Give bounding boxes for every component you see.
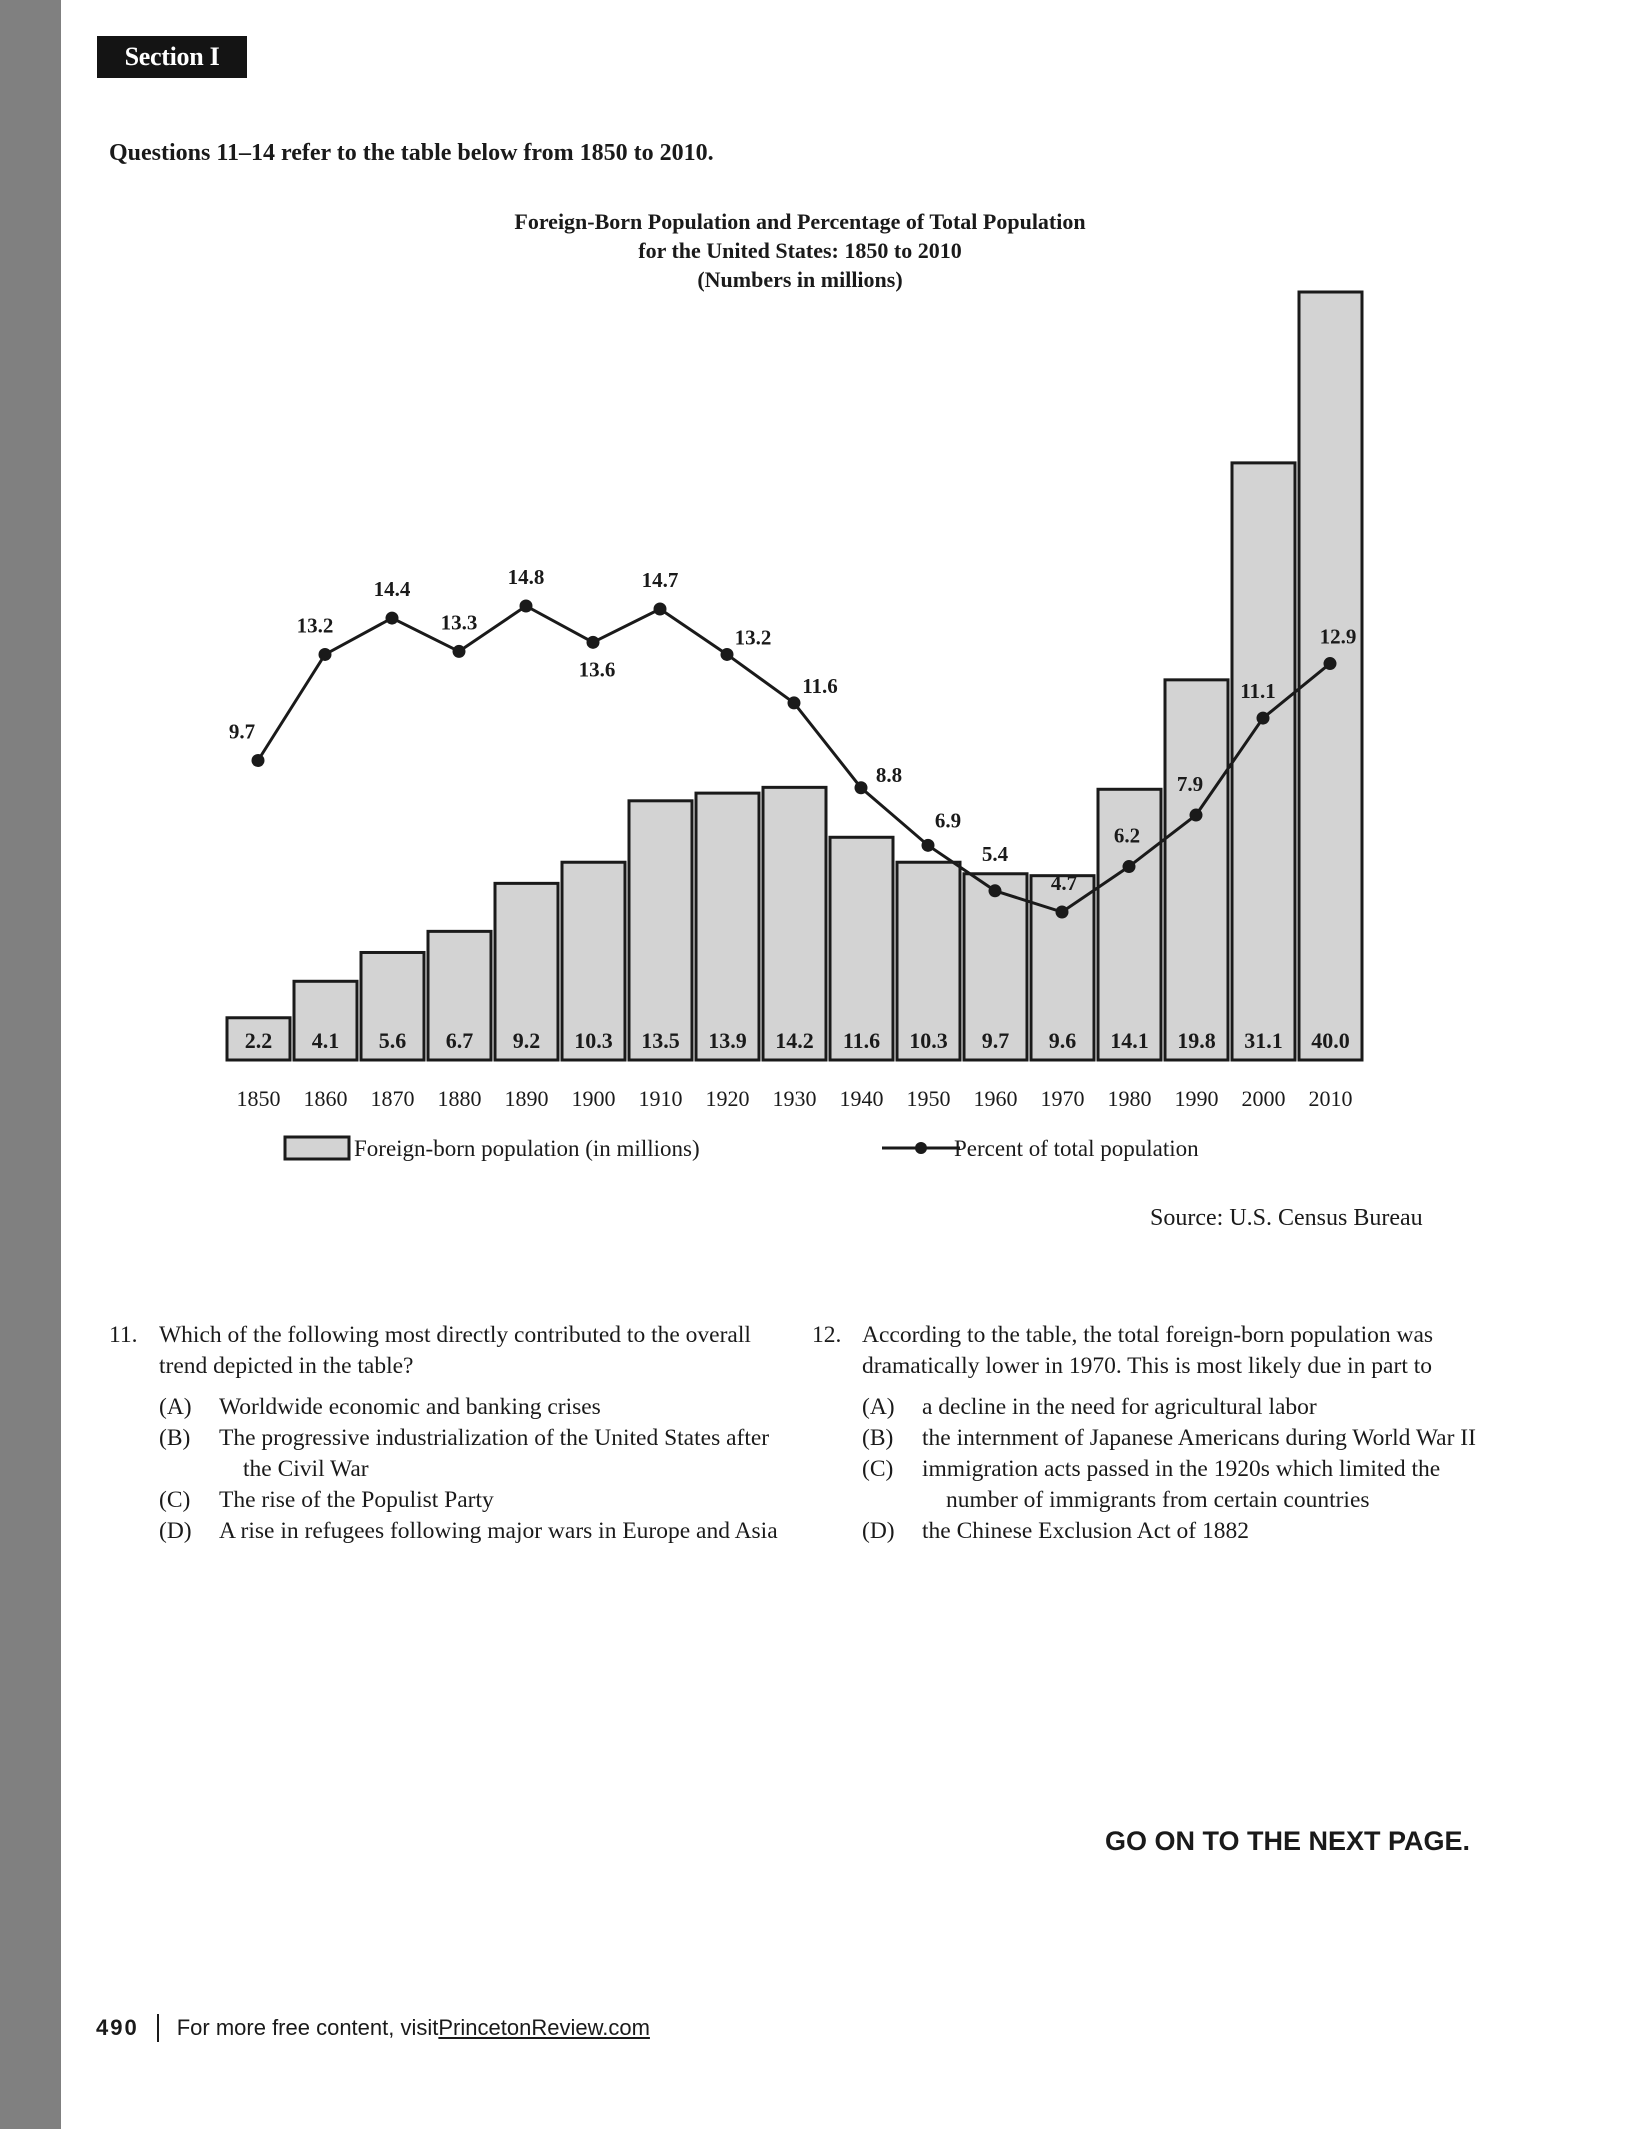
bars-layer (227, 292, 1362, 1060)
choice-letter: (B) (159, 1425, 191, 1451)
year-tick-label: 1920 (705, 1086, 750, 1111)
percent-value-label: 13.3 (440, 610, 478, 635)
bar-2010 (1299, 292, 1362, 1060)
choice-letter: (C) (159, 1487, 191, 1513)
percent-point-1910 (654, 603, 667, 616)
bar-1910 (629, 801, 692, 1060)
year-tick-label: 1940 (839, 1086, 884, 1111)
year-tick-label: 1980 (1107, 1086, 1152, 1111)
next-page-notice: GO ON TO THE NEXT PAGE. (1105, 1826, 1471, 1856)
bar-value-label: 9.6 (1048, 1028, 1077, 1053)
choice-text: the Chinese Exclusion Act of 1882 (922, 1518, 1249, 1544)
bar-value-label: 14.1 (1110, 1028, 1149, 1053)
footer (96, 2014, 650, 2042)
bar-value-label: 31.1 (1244, 1028, 1283, 1053)
percent-value-label: 4.7 (1050, 871, 1078, 895)
footer-link[interactable]: PrincetonReview.com (438, 2015, 650, 2040)
year-tick-label: 1990 (1174, 1086, 1219, 1111)
footer-text: For more free content, visit (176, 2015, 439, 2040)
year-axis (237, 1086, 1353, 1111)
choice-letter: (D) (159, 1518, 192, 1544)
percent-point-1940 (855, 781, 868, 794)
year-tick-label: 1970 (1040, 1086, 1085, 1111)
bar-value-label: 11.6 (842, 1028, 881, 1053)
bar-1920 (696, 793, 759, 1060)
choice-c[interactable] (109, 1485, 789, 1516)
bar-1930 (763, 787, 826, 1060)
choice-letter: (C) (862, 1456, 894, 1482)
year-tick-label: 1890 (504, 1086, 549, 1111)
choice-letter: (D) (862, 1518, 895, 1544)
question-11 (109, 1320, 789, 1547)
bar-value-label: 5.6 (378, 1028, 407, 1053)
percent-value-label: 13.6 (578, 657, 616, 682)
year-tick-label: 1960 (973, 1086, 1018, 1111)
percent-point-1980 (1123, 860, 1136, 873)
year-tick-label: 1950 (906, 1086, 951, 1111)
answer-choices (812, 1392, 1482, 1547)
percent-value-label: 13.2 (734, 625, 772, 650)
percent-point-2010 (1324, 657, 1337, 670)
question-12 (812, 1320, 1482, 1547)
year-tick-label: 1850 (236, 1086, 281, 1111)
choice-text: A rise in refugees following major wars in Europe and Asia (219, 1518, 778, 1544)
bar-value-label: 19.8 (1177, 1028, 1216, 1053)
percent-point-1890 (520, 599, 533, 612)
bar-1940 (830, 837, 893, 1060)
footer-divider (157, 2014, 159, 2042)
percent-point-1970 (1056, 906, 1069, 919)
percent-point-1930 (788, 696, 801, 709)
choice-b[interactable] (812, 1423, 1482, 1454)
year-tick-label: 2010 (1308, 1086, 1353, 1111)
choice-text: The progressive industrialization of the United States after the Civil War (219, 1425, 770, 1482)
chart-title: Foreign-Born Population and Percentage of Total Population (514, 209, 1086, 234)
percent-value-label: 11.1 (1240, 679, 1276, 704)
percent-point-1920 (721, 648, 734, 661)
bar-value-label: 9.7 (981, 1028, 1010, 1053)
percent-point-2000 (1257, 712, 1270, 725)
bar-value-label: 10.3 (574, 1028, 613, 1053)
choice-text: The rise of the Populist Party (219, 1487, 494, 1513)
legend-line-marker (915, 1142, 927, 1154)
chart-subtitle: for the United States: 1850 to 2010 (638, 238, 962, 263)
choice-a[interactable] (812, 1392, 1482, 1423)
year-tick-label: 1860 (303, 1086, 348, 1111)
year-tick-label: 1880 (437, 1086, 482, 1111)
percent-point-1860 (319, 648, 332, 661)
year-tick-label: 1870 (370, 1086, 415, 1111)
percent-value-label: 9.7 (228, 719, 256, 744)
choice-b[interactable] (109, 1423, 789, 1485)
percent-point-1870 (386, 612, 399, 625)
section-label: Section I (97, 36, 247, 78)
bar-value-label: 13.9 (708, 1028, 747, 1053)
percent-point-1880 (453, 645, 466, 658)
percent-point-1900 (587, 636, 600, 649)
percent-value-label: 8.8 (875, 762, 903, 787)
percent-value-label: 7.9 (1176, 772, 1204, 797)
year-tick-label: 2000 (1241, 1086, 1286, 1111)
chart-note: (Numbers in millions) (697, 267, 903, 292)
percent-value-label: 6.9 (934, 808, 962, 833)
question-number: 11. (109, 1322, 138, 1348)
choice-d[interactable] (812, 1516, 1482, 1547)
bar-value-label: 9.2 (512, 1028, 541, 1053)
year-tick-label: 1900 (571, 1086, 616, 1111)
legend-bar-label: Foreign-born population (in millions) (354, 1136, 700, 1161)
bar-2000 (1232, 463, 1295, 1060)
choice-text: a decline in the need for agricultural labor (922, 1394, 1317, 1420)
percent-value-label: 11.6 (802, 673, 838, 698)
choice-letter: (A) (862, 1394, 895, 1420)
bar-1990 (1165, 680, 1228, 1060)
answer-choices (109, 1392, 789, 1547)
question-stem: According to the table, the total foreign-born population was dramatically lower in 1970. This is most likely due in part to (862, 1322, 1434, 1379)
percent-point-1960 (989, 884, 1002, 897)
question-number: 12. (812, 1322, 842, 1348)
percent-value-label: 14.8 (507, 564, 545, 589)
bar-value-label: 2.2 (244, 1028, 273, 1053)
percent-value-label: 12.9 (1319, 624, 1357, 649)
bar-value-label: 6.7 (445, 1028, 474, 1053)
percent-point-1850 (252, 754, 265, 767)
year-tick-label: 1910 (638, 1086, 683, 1111)
choice-text: the internment of Japanese Americans during World War II (922, 1425, 1476, 1451)
bar-value-label: 10.3 (909, 1028, 948, 1053)
percent-point-1950 (922, 839, 935, 852)
legend (285, 1136, 1199, 1161)
bar-value-label: 14.2 (775, 1028, 814, 1053)
page-number: 490 (96, 2015, 139, 2040)
chart-source: Source: U.S. Census Bureau (1150, 1205, 1423, 1231)
choice-d[interactable] (109, 1516, 789, 1547)
percent-point-1990 (1190, 809, 1203, 822)
choice-letter: (A) (159, 1394, 192, 1420)
questions-intro: Questions 11–14 refer to the table below from 1850 to 2010. (109, 140, 714, 166)
percent-value-label: 6.2 (1113, 823, 1141, 848)
question-stem: Which of the following most directly contributed to the overall trend depicted in the table? (159, 1322, 751, 1379)
percent-value-label: 5.4 (981, 841, 1009, 866)
choice-a[interactable] (109, 1392, 789, 1423)
legend-bar-swatch (285, 1137, 349, 1159)
percent-value-label: 13.2 (296, 613, 334, 638)
choice-text: Worldwide economic and banking crises (219, 1394, 601, 1420)
bar-value-label: 4.1 (311, 1028, 340, 1053)
choice-c[interactable] (812, 1454, 1482, 1516)
bar-value-label: 40.0 (1311, 1028, 1350, 1053)
year-tick-label: 1930 (772, 1086, 817, 1111)
percent-value-label: 14.7 (641, 568, 679, 592)
choice-text: immigration acts passed in the 1920s which limited the number of immigrants from certain countries (922, 1456, 1441, 1513)
choice-letter: (B) (862, 1425, 894, 1451)
percent-value-label: 14.4 (373, 577, 411, 602)
legend-line-label: Percent of total population (954, 1136, 1199, 1161)
bar-value-label: 13.5 (641, 1028, 680, 1053)
